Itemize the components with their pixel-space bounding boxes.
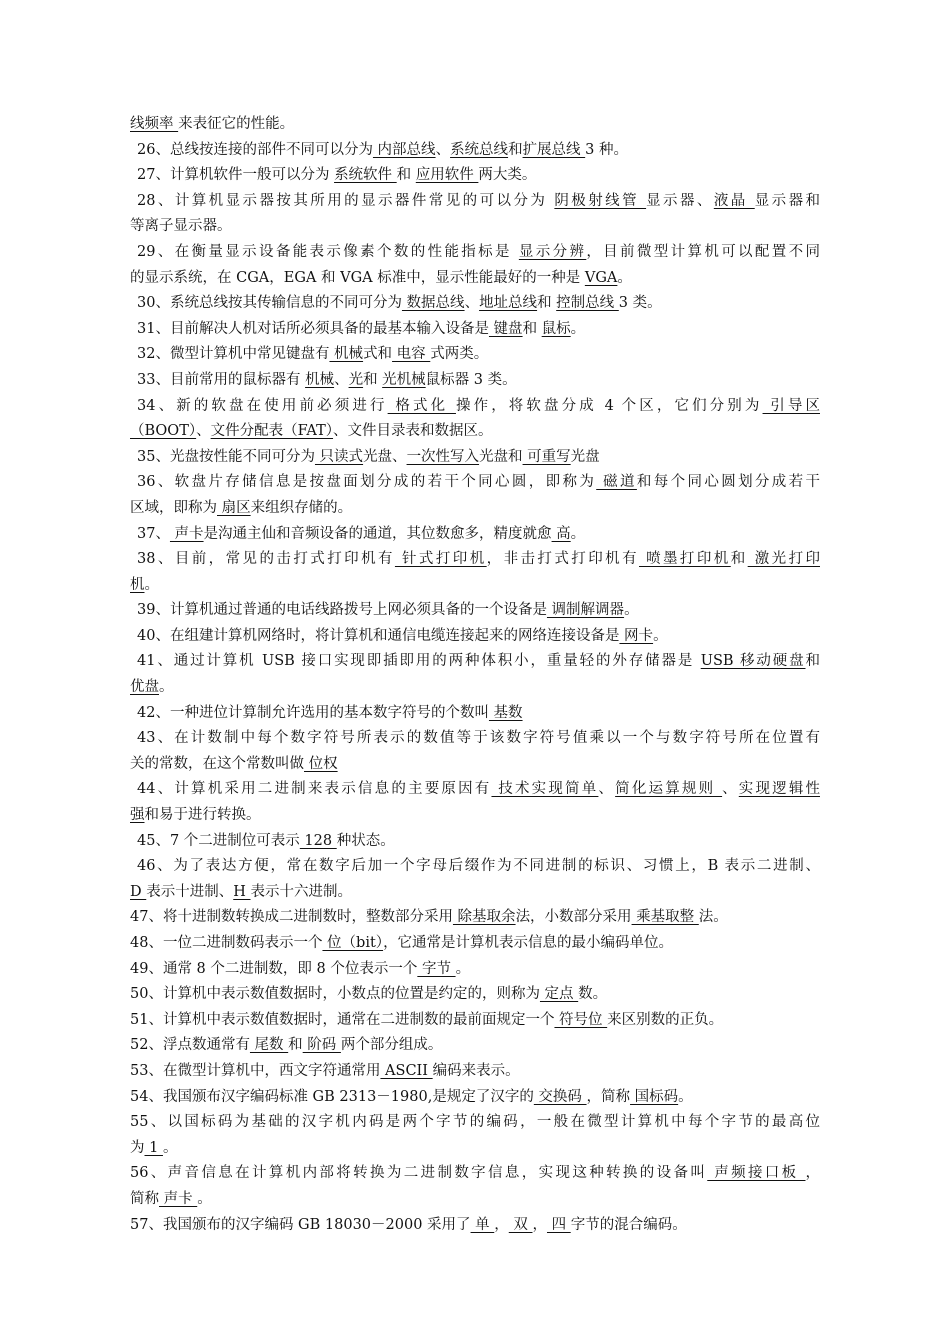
answer-blank: 格式化 xyxy=(387,397,456,414)
text-segment: 、 xyxy=(464,295,480,312)
text-line xyxy=(130,419,820,445)
answer-blank: 高 xyxy=(551,525,571,542)
text-segment: ， xyxy=(805,1165,820,1182)
text-segment: 是沟通主仙和音频设备的通道，其位数愈多，精度就愈 xyxy=(203,525,552,542)
text-line xyxy=(130,624,820,650)
answer-blank: 阴极射线管 xyxy=(554,192,647,209)
text-segment: 来区别数的正负。 xyxy=(607,1011,724,1028)
text-line xyxy=(130,829,820,855)
answer-blank: 系统总线 xyxy=(450,141,509,158)
text-segment: 33、目前常用的鼠标器有 xyxy=(137,371,306,388)
text-line xyxy=(130,1033,820,1059)
text-line xyxy=(130,1187,820,1213)
text-segment: 、文件目录表和数据区。 xyxy=(333,423,493,440)
answer-blank: 阶码 xyxy=(302,1037,341,1054)
text-line xyxy=(130,1161,820,1187)
text-segment: 。 xyxy=(570,320,586,337)
text-segment: 和 xyxy=(537,295,557,312)
text-segment: 。 xyxy=(678,1088,693,1105)
answer-blank: 数据总线 xyxy=(401,295,465,312)
answer-blank: 国标码 xyxy=(630,1088,679,1105)
text-segment: 43、在计数制中每个数字符号所表示的数值等于该数字符号值乘以一个与数字符号所在位置有 xyxy=(137,730,820,747)
text-segment: 和 xyxy=(396,167,416,184)
text-line xyxy=(130,291,820,317)
text-segment: 46、为了表达方便，常在数字后加一个字母后缀作为不同进制的标识、习惯上，B 表示二进制、 xyxy=(137,858,820,875)
text-segment: 38、目前，常见的击打式打印机有 xyxy=(137,551,395,568)
text-segment: 和 xyxy=(363,371,383,388)
answer-blank: 基数 xyxy=(488,704,523,721)
answer-blank: 网卡 xyxy=(619,627,654,644)
answer-blank: 简化运算规则 xyxy=(615,781,723,798)
answer-blank: 128 xyxy=(299,832,337,849)
text-segment: 30、系统总线按其传输信息的不同可分为 xyxy=(137,295,402,312)
text-segment: 51、计算机中表示数值数据时，通常在二进制数的最前面规定一个 xyxy=(130,1011,555,1028)
text-line xyxy=(130,957,820,983)
text-segment: ，非击打式打印机有 xyxy=(486,551,640,568)
answer-blank: 双 xyxy=(508,1216,533,1233)
answer-blank: 一次性写入 xyxy=(406,448,480,465)
text-line xyxy=(130,342,820,368)
answer-blank: （BOOT） xyxy=(130,423,197,440)
text-segment: 字节的混合编码。 xyxy=(570,1216,687,1233)
text-segment: 和易于进行转换。 xyxy=(144,807,261,824)
text-segment: 36、软盘片存储信息是按盘面划分成的若干个同心圆，即称为 xyxy=(137,474,597,491)
text-segment: 关的常数，在这个常数叫做 xyxy=(130,755,304,772)
text-segment: 48、一位二进制数码表示一个 xyxy=(130,935,323,951)
text-segment: 47、将十进制数转换成二进制数时，整数部分采用 xyxy=(130,909,453,926)
answer-blank: 机械 xyxy=(305,371,335,388)
answer-blank: ASCII xyxy=(380,1062,433,1079)
text-line xyxy=(130,1136,820,1162)
text-line xyxy=(130,522,820,548)
text-segment: 数。 xyxy=(578,986,608,1003)
text-segment: 法，小数部分采用 xyxy=(515,909,632,926)
text-segment: 显示器、 xyxy=(646,192,714,209)
answer-blank: 机 xyxy=(130,576,145,593)
text-segment: 操作，将软盘分成 4 个区，它们分别为 xyxy=(455,397,763,414)
text-segment: 简称 xyxy=(130,1190,159,1207)
answer-blank: 控制总线 xyxy=(556,295,619,312)
answer-blank: 激光打印 xyxy=(747,551,820,568)
text-line xyxy=(130,138,820,164)
text-segment: 45、7 个二进制位可表示 xyxy=(137,832,300,849)
text-segment: 和 xyxy=(288,1037,303,1054)
answer-blank: 只读式 xyxy=(314,448,364,465)
text-line xyxy=(130,496,820,522)
text-segment: 52、浮点数通常有 xyxy=(130,1037,250,1054)
text-line xyxy=(130,752,820,778)
text-line xyxy=(130,931,820,957)
answer-blank: 光机械 xyxy=(382,371,426,388)
text-segment: 、 xyxy=(196,423,211,440)
answer-blank: 尾数 xyxy=(249,1037,289,1054)
answer-blank: 扩展总线 xyxy=(522,141,586,158)
text-segment: 。 xyxy=(570,525,586,542)
text-segment: 和 xyxy=(508,141,523,158)
answer-blank: 键盘 xyxy=(488,320,523,337)
text-line xyxy=(130,1059,820,1085)
text-line xyxy=(130,266,820,292)
answer-blank: 单 xyxy=(470,1216,495,1233)
answer-blank: 实现逻辑性 xyxy=(738,781,820,798)
text-segment: 等离子显示器。 xyxy=(130,218,232,235)
text-line xyxy=(130,1213,820,1239)
text-segment: 27、计算机软件一般可以分为 xyxy=(137,167,335,184)
answer-blank: 优盘 xyxy=(130,679,159,696)
answer-blank: 声频接口板 xyxy=(707,1165,806,1182)
answer-blank: 符号位 xyxy=(554,1011,608,1028)
text-segment: 和 xyxy=(805,653,820,670)
text-segment: 和 xyxy=(730,551,748,568)
text-segment: 来表征它的性能。 xyxy=(178,116,295,132)
answer-blank: 强 xyxy=(130,807,145,824)
answer-blank: 声卡 xyxy=(169,525,204,542)
text-segment: 41、通过计算机 USB 接口实现即插即用的两种体积小，重量轻的外存储器是 xyxy=(137,653,701,670)
answer-blank: 1 xyxy=(144,1139,163,1156)
text-segment: 来组织存储的。 xyxy=(250,499,353,516)
text-segment: 44、计算机采用二进制来表示信息的主要原因有 xyxy=(137,781,492,798)
answer-blank: 液晶 xyxy=(713,192,755,209)
text-segment: 区域，即称为 xyxy=(130,499,217,516)
answer-blank: 磁道 xyxy=(596,474,637,491)
text-segment: 。 xyxy=(455,960,471,977)
text-line xyxy=(130,163,820,189)
answer-blank: 光 xyxy=(348,371,364,388)
text-segment: 31、目前解决人机对话所必须具备的最基本输入设备是 xyxy=(137,320,489,337)
text-segment: 。 xyxy=(617,269,632,286)
text-line xyxy=(130,1085,820,1111)
answer-blank: 位（bit） xyxy=(322,935,384,951)
text-line xyxy=(130,368,820,394)
text-segment: 式两类。 xyxy=(430,346,489,363)
text-segment: 、 xyxy=(334,371,349,388)
answer-blank: 四 xyxy=(546,1216,571,1233)
text-segment: 表示十进制、 xyxy=(146,883,234,900)
text-segment: 、 xyxy=(598,781,616,798)
answer-blank: 应用软件 xyxy=(415,167,479,184)
answer-blank: 调制解调器 xyxy=(546,602,625,619)
text-segment: 和每个同心圆划分成若干 xyxy=(636,474,820,491)
text-line xyxy=(130,573,820,599)
text-segment: 28、计算机显示器按其所用的显示器件常见的可以分为 xyxy=(137,192,555,209)
text-segment: 35、光盘按性能不同可分为 xyxy=(137,448,315,465)
text-segment: 。 xyxy=(624,602,639,619)
answer-blank: 位权 xyxy=(304,755,338,772)
text-segment: 光盘 xyxy=(570,448,600,465)
text-segment: 56、声音信息在计算机内部将转换为二进制数字信息，实现这种转换的设备叫 xyxy=(130,1165,708,1182)
text-segment: 42、一种进位计算制允许选用的基本数字符号的个数叫 xyxy=(137,704,489,721)
answer-blank: 字节 xyxy=(417,960,456,977)
text-segment: 两大类。 xyxy=(478,167,537,184)
text-segment: 53、在微型计算机中，西文字符通常用 xyxy=(130,1062,381,1079)
text-segment: 和 xyxy=(522,320,542,337)
text-segment: 34、新的软盘在使用前必须进行 xyxy=(137,397,388,414)
answer-blank: 线频率 xyxy=(130,116,179,132)
text-segment: 鼠标器 3 类。 xyxy=(425,371,517,388)
text-segment: ， xyxy=(494,1216,509,1233)
text-segment: 40、在组建计算机网络时，将计算机和通信电缆连接起来的网络连接设备是 xyxy=(137,627,620,644)
answer-blank: D xyxy=(130,883,147,900)
text-segment: 。 xyxy=(197,1190,212,1207)
document-page xyxy=(130,112,820,1238)
text-line xyxy=(130,880,820,906)
text-segment: 。 xyxy=(653,627,668,644)
text-segment: 编码来表示。 xyxy=(432,1062,520,1079)
text-segment: 为 xyxy=(130,1139,145,1156)
answer-blank: 定点 xyxy=(539,986,579,1003)
text-segment: 57、我国颁布的汉字编码 GB 18030－2000 采用了 xyxy=(130,1216,471,1233)
text-segment: ，目前微型计算机可以配置不同 xyxy=(586,243,820,260)
text-segment: ，它通常是计算机表示信息的最小编码单位。 xyxy=(383,935,674,951)
text-line xyxy=(130,649,820,675)
text-line xyxy=(130,726,820,752)
answer-blank: 机械 xyxy=(329,346,364,363)
text-segment: 式和 xyxy=(363,346,393,363)
answer-blank: 扇区 xyxy=(217,499,251,516)
text-segment: 49、通常 8 个二进制数，即 8 个位表示一个 xyxy=(130,960,418,977)
text-segment: 50、计算机中表示数值数据时，小数点的位置是约定的，则称为 xyxy=(130,986,540,1003)
text-line xyxy=(130,777,820,803)
text-line xyxy=(130,394,820,420)
text-line xyxy=(130,1008,820,1034)
text-segment: ， xyxy=(532,1216,547,1233)
text-line xyxy=(130,470,820,496)
text-line xyxy=(130,240,820,266)
text-line xyxy=(130,701,820,727)
text-segment: 光盘、 xyxy=(363,448,407,465)
text-segment: 种状态。 xyxy=(336,832,395,849)
answer-blank: 交换码 xyxy=(533,1088,587,1105)
text-segment: 。 xyxy=(159,679,174,696)
text-line xyxy=(130,982,820,1008)
answer-blank: 电容 xyxy=(392,346,431,363)
text-line xyxy=(130,905,820,931)
answer-blank: 可重写 xyxy=(522,448,571,465)
answer-blank: USB 移动硬盘 xyxy=(700,653,806,670)
answer-blank: 文件分配表（FAT） xyxy=(210,423,334,440)
answer-blank: 喷墨打印机 xyxy=(639,551,731,568)
text-segment: 54、我国颁布汉字编码标准 GB 2313－1980,是规定了汉字的 xyxy=(130,1088,534,1105)
text-line xyxy=(130,1110,820,1136)
text-segment: 表示十六进制。 xyxy=(250,883,353,900)
answer-blank: 鼠标 xyxy=(541,320,571,337)
text-segment: 、 xyxy=(722,781,739,798)
text-line xyxy=(130,112,820,138)
text-segment: 37、 xyxy=(137,525,170,542)
text-segment: 55、以国标码为基础的汉字机内码是两个字节的编码，一般在微型计算机中每个字节的最高位 xyxy=(130,1114,820,1131)
answer-blank: 引导区 xyxy=(762,397,820,414)
answer-blank: 系统软件 xyxy=(334,167,397,184)
text-line xyxy=(130,445,820,471)
text-line xyxy=(130,317,820,343)
text-segment: ，简称 xyxy=(586,1088,631,1105)
text-segment: 3 种。 xyxy=(585,141,629,158)
text-segment: 39、计算机通过普通的电话线路拨号上网必须具备的一个设备是 xyxy=(137,602,547,619)
answer-blank: 针式打印机 xyxy=(394,551,487,568)
text-segment: 、 xyxy=(435,141,451,158)
answer-blank: 除基取余 xyxy=(452,909,516,926)
text-line xyxy=(130,214,820,240)
answer-blank: VGA xyxy=(584,269,618,286)
answer-blank: 内部总线 xyxy=(372,141,436,158)
answer-blank: H xyxy=(233,883,251,900)
answer-blank: 显示分辨 xyxy=(518,243,587,260)
text-segment: 。 xyxy=(162,1139,178,1156)
text-line xyxy=(130,854,820,880)
text-line xyxy=(130,547,820,573)
text-segment: 3 类。 xyxy=(618,295,662,312)
text-segment: 32、微型计算机中常见键盘有 xyxy=(137,346,330,363)
text-segment: 的显示系统，在 CGA，EGA 和 VGA 标准中，显示性能最好的一种是 xyxy=(130,269,585,286)
text-segment: 两个部分组成。 xyxy=(340,1037,443,1054)
text-segment: 法。 xyxy=(698,909,728,926)
answer-blank: 声卡 xyxy=(159,1190,198,1207)
text-segment: 。 xyxy=(144,576,159,593)
text-segment: 显示器和 xyxy=(754,192,820,209)
text-line xyxy=(130,803,820,829)
text-line xyxy=(130,675,820,701)
answer-blank: 地址总线 xyxy=(479,295,538,312)
text-line xyxy=(130,189,820,215)
answer-blank: 乘基取整 xyxy=(631,909,699,926)
text-segment: 光盘和 xyxy=(479,448,523,465)
text-segment: 29、在衡量显示设备能表示像素个数的性能指标是 xyxy=(137,243,519,260)
text-segment: 26、总线按连接的部件不同可以分为 xyxy=(137,141,373,158)
text-line xyxy=(130,598,820,624)
answer-blank: 技术实现简单 xyxy=(491,781,599,798)
